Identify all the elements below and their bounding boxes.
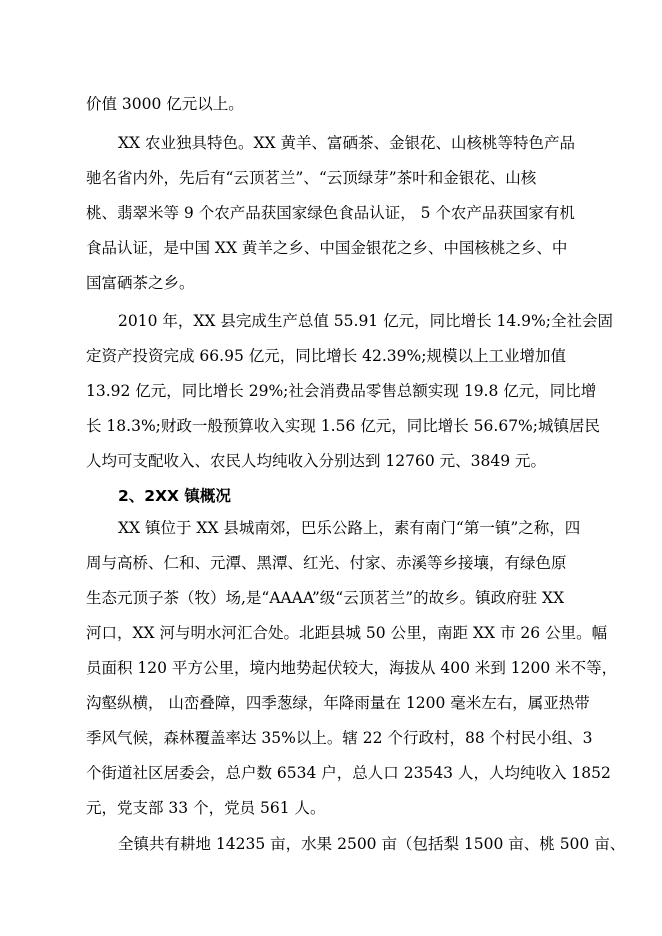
- paragraph-line: 河口，XX 河与明水河汇合处。北距县城 50 公里，南距 XX 市 26 公里。幅: [86, 624, 608, 642]
- paragraph-line: 全镇共有耕地 14235 亩，水果 2500 亩（包括梨 1500 亩、桃 500 亩、: [118, 835, 626, 853]
- paragraph-line: 周与高桥、仁和、元潭、黑潭、红光、付家、赤溪等乡接壤，有绿色原: [86, 554, 567, 572]
- paragraph-line: 元，党支部 33 个，党员 561 人。: [86, 799, 326, 817]
- paragraph-line: 2010 年，XX 县完成生产总值 55.91 亿元，同比增长 14.9%;全社会固: [118, 312, 613, 330]
- paragraph-line: 13.92 亿元，同比增长 29%;社会消费品零售总额实现 19.8 亿元，同比增: [86, 382, 597, 400]
- paragraph-line: 桃、翡翠米等 9 个农产品获国家绿色食品认证， 5 个农产品获国家有机: [86, 204, 575, 222]
- paragraph-line: 季风气候，森林覆盖率达 35%以上。辖 22 个行政村，88 个村民小组、3: [86, 729, 593, 747]
- paragraph-line: 定资产投资完成 66.95 亿元，同比增长 42.39%;规模以上工业增加值: [86, 347, 566, 365]
- paragraph-line: 沟壑纵横， 山峦叠障，四季葱绿，年降雨量在 1200 毫米左右，属亚热带: [86, 694, 590, 712]
- paragraph-line: XX 镇位于 XX 县城南郊，巴乐公路上，素有南门“第一镇”之称，四: [118, 519, 581, 537]
- paragraph-line: 价值 3000 亿元以上。: [86, 95, 244, 113]
- paragraph-line: 人均可支配收入、农民人均纯收入分别达到 12760 元、3849 元。: [86, 452, 547, 470]
- section-heading: 2、2XX 镇概况: [118, 487, 231, 505]
- paragraph-line: 员面积 120 平方公里，境内地势起伏较大，海拔从 400 米到 1200 米不等，: [86, 659, 618, 677]
- paragraph-line: XX 农业独具特色。XX 黄羊、富硒茶、金银花、山核桃等特色产品: [118, 134, 575, 152]
- paragraph-line: 生态元顶子茶（牧）场,是“AAAA”级“云顶茗兰”的故乡。镇政府驻 XX: [86, 589, 565, 607]
- paragraph-line: 国富硒茶之乡。: [86, 274, 195, 292]
- paragraph-line: 食品认证，是中国 XX 黄羊之乡、中国金银花之乡、中国核桃之乡、中: [86, 239, 568, 257]
- paragraph-line: 长 18.3%;财政一般预算收入实现 1.56 亿元，同比增长 56.67%;城镇居民: [86, 417, 601, 435]
- paragraph-line: 个街道社区居委会，总户数 6534 户，总人口 23543 人，人均纯收入 1852: [86, 764, 611, 782]
- paragraph-line: 驰名省内外，先后有“云顶茗兰”、“云顶绿芽”茶叶和金银花、山核: [86, 169, 537, 187]
